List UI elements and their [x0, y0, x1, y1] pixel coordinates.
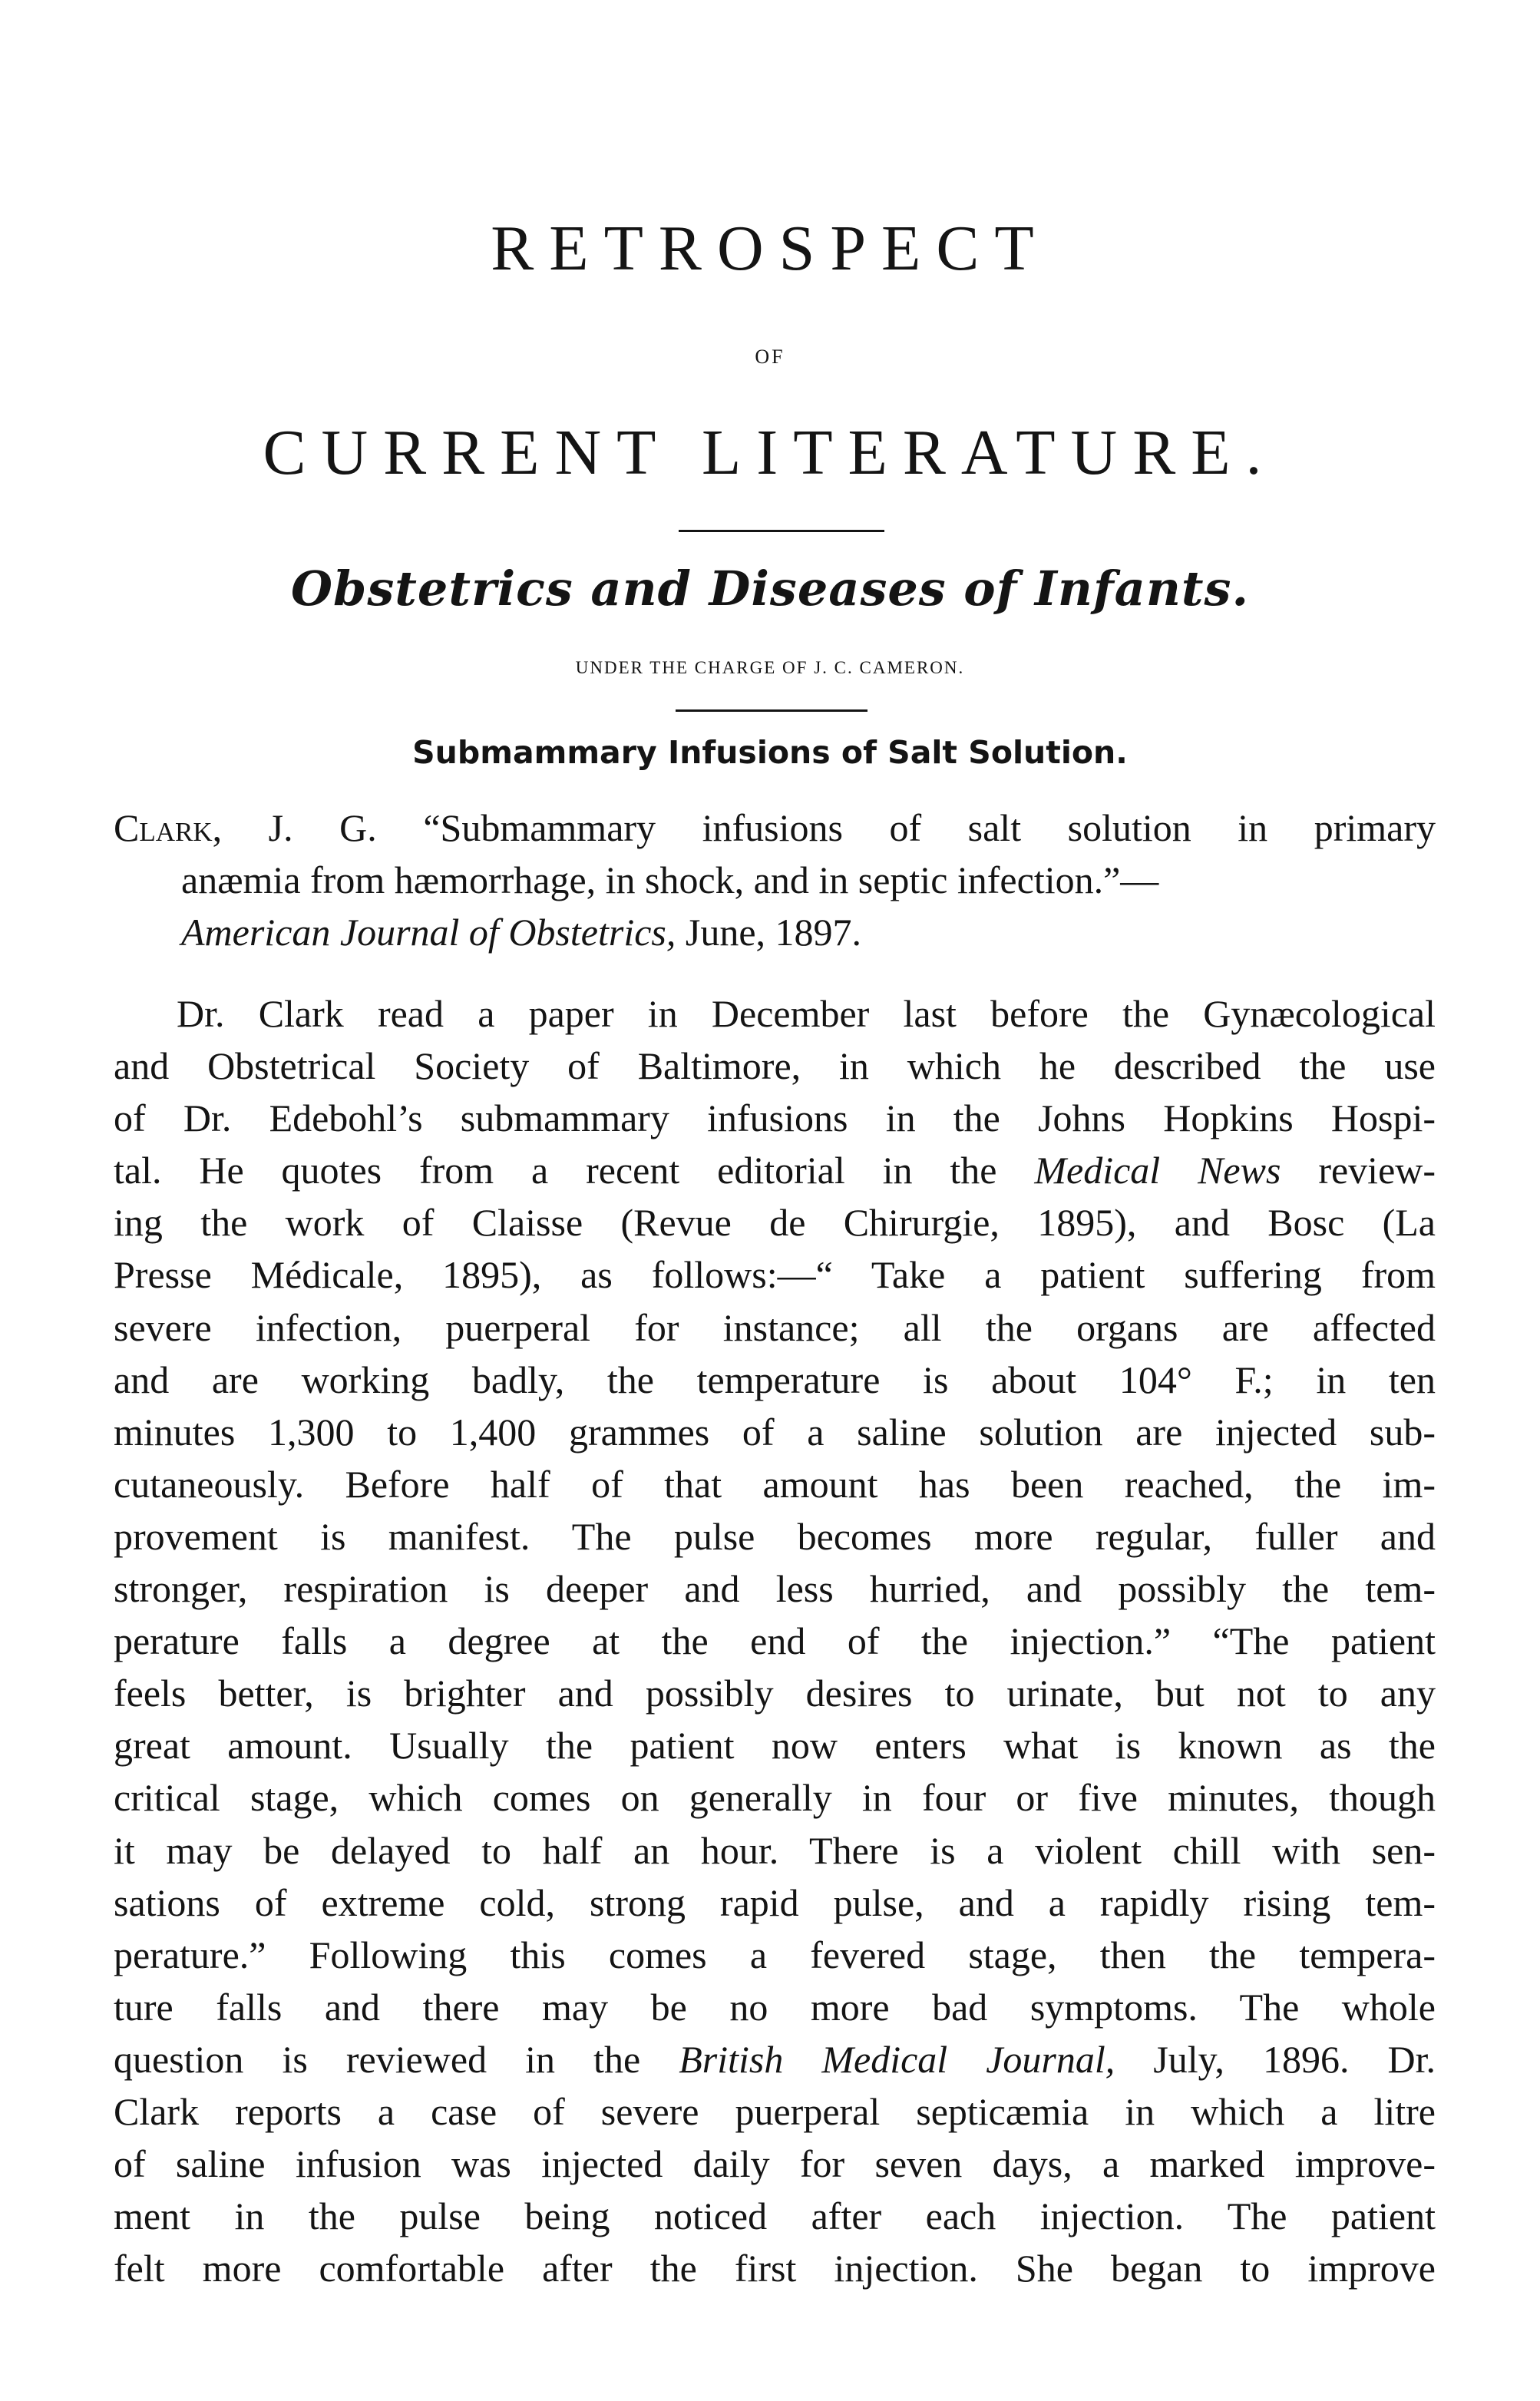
body-line: provement is manifest. The pulse becomes more regular, fuller and	[114, 1514, 1436, 1558]
body-line: minutes 1,300 to 1,400 grammes of a saline solution are injected sub-	[114, 1410, 1436, 1453]
body-line: and are working badly, the temperature is about 104° F.; in ten	[114, 1358, 1436, 1401]
body-text: tal. He quotes from a recent editorial in the	[114, 1149, 997, 1192]
page-subtitle: CURRENT LITERATURE.	[263, 417, 1277, 488]
body-line: perature falls a degree at the end of the injection.” “The patient	[114, 1619, 1436, 1663]
article-body	[114, 987, 1436, 2294]
body-line: perature.” Following this comes a fevered stage, then the tempera-	[114, 1933, 1436, 1976]
journal-reference: Medical News	[1034, 1149, 1281, 1192]
body-line: Presse Médicale, 1895), as follows:—“ Take a patient suffering from	[114, 1253, 1436, 1297]
journal-reference: British Medical Journal,	[679, 2037, 1115, 2081]
section-title: Obstetrics and Diseases of Infants.	[290, 561, 1250, 617]
body-line: Dr. Clark read a paper in December last before the Gynæcological	[177, 992, 1436, 1035]
body-line: felt more comfortable after the first injection. She began to improve	[114, 2247, 1436, 2290]
citation-journal: American Journal of Obstetrics,	[181, 911, 676, 954]
body-line: and Obstetrical Society of Baltimore, in which he described the use	[114, 1044, 1436, 1088]
body-line: critical stage, which comes on generally in four or five minutes, though	[114, 1776, 1436, 1820]
citation-date: June, 1897.	[685, 911, 862, 954]
body-text: question is reviewed in the	[114, 2037, 641, 2081]
body-line: ing the work of Claisse (Revue de Chirurgie, 1895), and Bosc (La	[114, 1201, 1436, 1245]
body-line: sations of extreme cold, strong rapid pulse, and a rapidly rising tem-	[114, 1880, 1436, 1924]
body-line: of saline infusion was injected daily for seven days, a marked improve-	[114, 2142, 1436, 2186]
body-text: July, 1896. Dr.	[1153, 2037, 1436, 2081]
section-editor: UNDER THE CHARGE OF J. C. CAMERON.	[575, 658, 965, 677]
title-connector: OF	[755, 346, 785, 368]
citation-line	[114, 802, 1436, 854]
body-line: Clark reports a case of severe puerperal septicæmia in which a litre	[114, 2089, 1436, 2133]
section-divider	[676, 709, 867, 712]
citation-author: Clark, J. G.	[114, 806, 377, 849]
body-line: stronger, respiration is deeper and less hurried, and possibly the tem-	[114, 1567, 1436, 1611]
article-citation	[114, 802, 1436, 958]
page-title: RETROSPECT	[491, 213, 1049, 284]
body-line: ture falls and there may be no more bad symptoms. The whole	[114, 1985, 1436, 2029]
citation-line	[114, 906, 1436, 958]
citation-title-start: “Submammary infusions of salt solution in primary	[423, 806, 1436, 849]
citation-line: anæmia from hæmorrhage, in shock, and in septic infection.”—	[181, 858, 1159, 901]
body-line: great amount. Usually the patient now enters what is known as the	[114, 1724, 1436, 1768]
body-text: review-	[1318, 1149, 1436, 1192]
body-line: ment in the pulse being noticed after each injection. The patient	[114, 2194, 1436, 2238]
body-line: feels better, is brighter and possibly desires to urinate, but not to any	[114, 1672, 1436, 1715]
body-line: it may be delayed to half an hour. There is a violent chill with sen-	[114, 1828, 1436, 1872]
body-line: severe infection, puerperal for instance; all the organs are affected	[114, 1305, 1436, 1349]
body-line	[114, 1144, 1436, 1196]
title-divider	[679, 530, 884, 532]
body-line	[114, 2033, 1436, 2085]
body-line: of Dr. Edebohl’s submammary infusions in the Johns Hopkins Hospi-	[114, 1096, 1436, 1140]
article-heading: Submammary Infusions of Salt Solution.	[412, 734, 1128, 771]
body-line: cutaneously. Before half of that amount has been reached, the im-	[114, 1462, 1436, 1506]
